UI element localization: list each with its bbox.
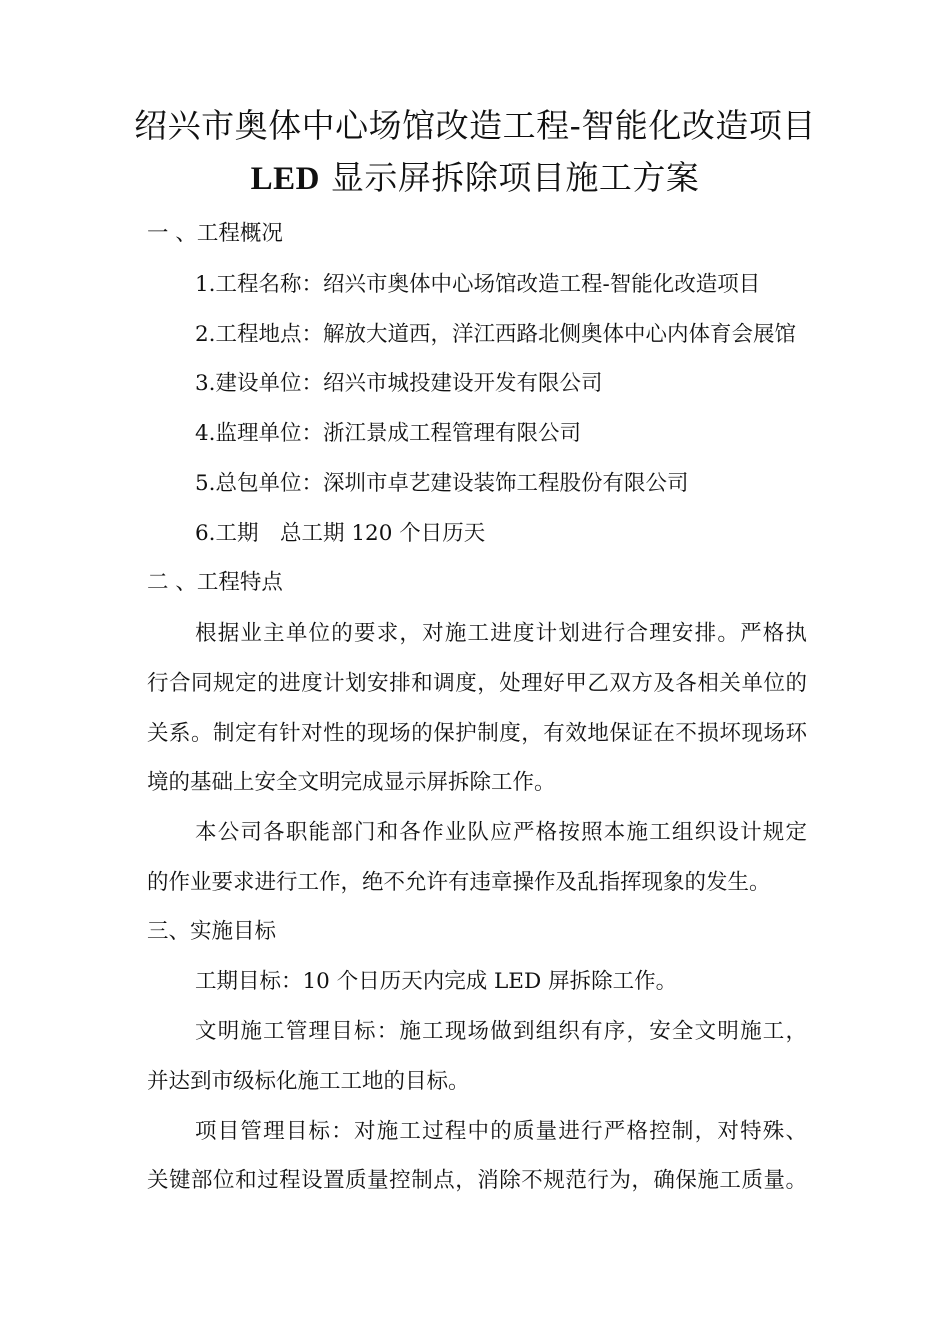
goal-civilized-line-1: 文明施工管理目标：施工现场做到组织有序，安全文明施工， (195, 1019, 807, 1044)
overview-item-supervisor: 4.监理单位：浙江景成工程管理有限公司 (195, 421, 582, 446)
features-paragraph-1-line-3: 关系。制定有针对性的现场的保护制度，有效地保证在不损坏现场环 (147, 721, 807, 746)
document-title-line-2 (0, 158, 950, 199)
features-paragraph-1-line-4: 境的基础上安全文明完成显示屏拆除工作。 (147, 770, 556, 795)
title-line-2-rest: 显示屏拆除项目施工方案 (330, 158, 700, 197)
section-heading-features: 二 、工程特点 (147, 570, 283, 595)
overview-item-duration: 6.工期 总工期 120 个日历天 (195, 521, 486, 546)
overview-item-location: 2.工程地点：解放大道西，洋江西路北侧奥体中心内体育会展馆 (195, 322, 797, 347)
goal-management-line-1: 项目管理目标：对施工过程中的质量进行严格控制，对特殊、 (195, 1119, 807, 1144)
overview-item-builder: 3.建设单位：绍兴市城投建设开发有限公司 (195, 371, 603, 396)
goal-schedule: 工期目标：10 个日历天内完成 LED 屏拆除工作。 (195, 969, 678, 994)
section-heading-goals: 三、实施目标 (147, 919, 277, 944)
overview-item-contractor: 5.总包单位：深圳市卓艺建设装饰工程股份有限公司 (195, 471, 689, 496)
title-led: LED (250, 161, 320, 197)
goal-management-line-2: 关键部位和过程设置质量控制点，消除不规范行为，确保施工质量。 (147, 1168, 807, 1193)
features-paragraph-1-line-2: 行合同规定的进度计划安排和调度，处理好甲乙双方及各相关单位的 (147, 671, 807, 696)
features-paragraph-2-line-1: 本公司各职能部门和各作业队应严格按照本施工组织设计规定 (195, 820, 807, 845)
section-heading-overview: 一 、工程概况 (147, 221, 283, 246)
overview-item-name: 1.工程名称：绍兴市奥体中心场馆改造工程-智能化改造项目 (195, 272, 761, 297)
features-paragraph-2-line-2: 的作业要求进行工作，绝不允许有违章操作及乱指挥现象的发生。 (147, 870, 771, 895)
document-title-line-1: 绍兴市奥体中心场馆改造工程-智能化改造项目 (134, 106, 816, 145)
goal-civilized-line-2: 并达到市级标化施工工地的目标。 (147, 1069, 470, 1094)
features-paragraph-1-line-1: 根据业主单位的要求，对施工进度计划进行合理安排。严格执 (195, 621, 807, 646)
